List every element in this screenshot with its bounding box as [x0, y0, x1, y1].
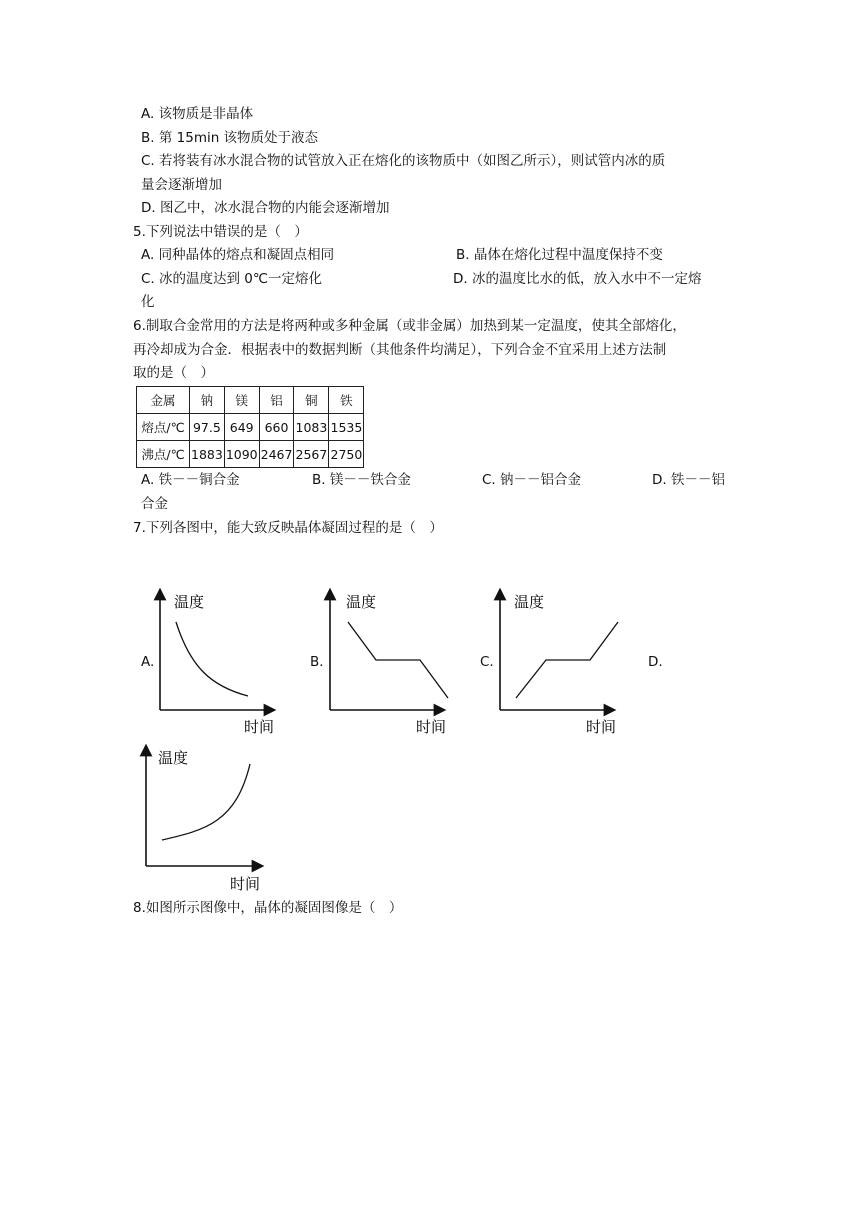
q5-option-d-line1: D. 冰的温度比水的低，放入水中不一定熔	[453, 271, 702, 287]
y-axis-label: 温度	[346, 593, 377, 611]
graph-option-label-a: A.	[141, 654, 155, 670]
q7-stem: 7.下列各图中，能大致反映晶体凝固过程的是（ ）	[133, 520, 443, 536]
table-cell: 2467	[259, 441, 294, 468]
q8-stem: 8.如图所示图像中，晶体的凝固图像是（ ）	[133, 900, 403, 916]
table-cell: 沸点/℃	[137, 441, 190, 468]
table-cell: 1090	[224, 441, 259, 468]
table-cell: 97.5	[190, 414, 225, 441]
graph-d	[136, 742, 271, 894]
graph-option-label-b: B.	[310, 654, 324, 670]
table-header-cell: 铜	[294, 387, 329, 414]
metal-table	[136, 386, 364, 468]
table-cell: 660	[259, 414, 294, 441]
graph-b	[320, 586, 455, 736]
q6-stem-line3: 取的是（ ）	[133, 365, 214, 381]
graph-option-label-c: C.	[480, 654, 494, 670]
table-header-cell: 钠	[190, 387, 225, 414]
table-cell: 1083	[294, 414, 329, 441]
q5-option-d-line2: 化	[141, 294, 155, 310]
graph-c	[490, 586, 625, 736]
q5-option-a: A. 同种晶体的熔点和凝固点相同	[141, 247, 335, 263]
q5-option-c: C. 冰的温度达到 0℃一定熔化	[141, 271, 323, 287]
x-axis-label: 时间	[416, 718, 447, 736]
y-axis-label: 温度	[158, 749, 189, 767]
table-row	[137, 414, 364, 441]
table-cell: 649	[224, 414, 259, 441]
table-cell: 2750	[329, 441, 364, 468]
x-axis-label: 时间	[586, 718, 617, 736]
q5-stem: 5.下列说法中错误的是（ ）	[133, 224, 308, 240]
table-cell: 1535	[329, 414, 364, 441]
y-axis-label: 温度	[514, 593, 545, 611]
y-axis-label: 温度	[174, 593, 205, 611]
q6-option-d-line2: 合金	[141, 496, 168, 512]
q6-option-b: B. 镁－－铁合金	[312, 472, 411, 488]
table-cell: 熔点/℃	[137, 414, 190, 441]
x-axis-label: 时间	[230, 875, 261, 893]
q5-option-b: B. 晶体在熔化过程中温度保持不变	[456, 247, 663, 263]
q6-option-c: C. 钠－－铝合金	[482, 472, 582, 488]
table-header-cell: 金属	[137, 387, 190, 414]
table-cell: 2567	[294, 441, 329, 468]
table-header-row	[137, 387, 364, 414]
q4-option-c-line2: 量会逐渐增加	[141, 177, 222, 193]
table-cell: 1883	[190, 441, 225, 468]
q6-stem-line2: 再冷却成为合金．根据表中的数据判断（其他条件均满足），下列合金不宜采用上述方法制	[133, 342, 667, 358]
table-header-cell: 铁	[329, 387, 364, 414]
q6-option-d-line1: D. 铁－－铝	[652, 472, 725, 488]
q6-option-a: A. 铁－－铜合金	[141, 472, 240, 488]
q4-option-b: B. 第 15min 该物质处于液态	[141, 130, 319, 146]
table-row	[137, 441, 364, 468]
x-axis-label: 时间	[244, 718, 275, 736]
graph-a	[150, 586, 285, 736]
q6-stem-line1: 6.制取合金常用的方法是将两种或多种金属（或非金属）加热到某一定温度，使其全部熔化，	[133, 318, 686, 334]
q4-option-d: D. 图乙中，冰水混合物的内能会逐渐增加	[141, 200, 390, 216]
table-header-cell: 镁	[224, 387, 259, 414]
table-header-cell: 铝	[259, 387, 294, 414]
q4-option-a: A. 该物质是非晶体	[141, 106, 254, 122]
graph-option-label-d: D.	[648, 654, 663, 670]
q4-option-c-line1: C. 若将装有冰水混合物的试管放入正在熔化的该物质中（如图乙所示），则试管内冰的质	[141, 153, 666, 169]
